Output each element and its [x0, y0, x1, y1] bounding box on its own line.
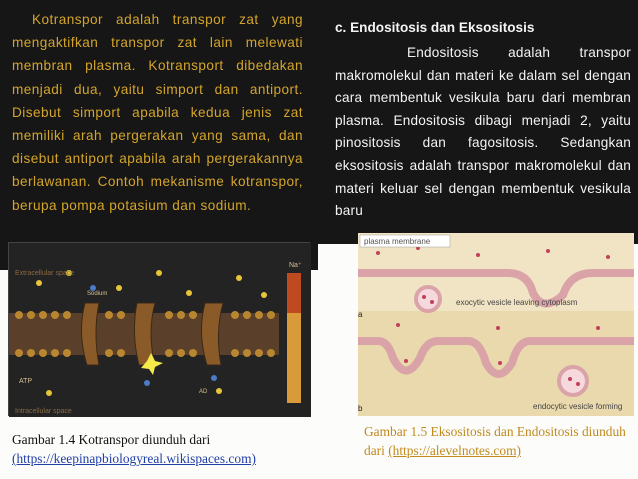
endositosis-paragraph-text: Endositosis adalah transpor makromolekul dan materi ke dalam sel dengan cara membentuk vesikula baru dari membran plasma. Endositosis dibagi menjadi 2, yaitu pinositosis dan fagositosis. Sedangkan eksositosis adalah transpor makromolekul dan materi keluar sel dengan membentuk vesikula baru — [335, 45, 631, 219]
panel-b-label: b — [358, 404, 363, 413]
intracellular-label: Intracellular space — [15, 408, 72, 415]
endocytic-vesicle — [559, 367, 587, 395]
na-label: Na⁺ — [289, 262, 302, 269]
figure-1-4-caption-text: Gambar 1.4 Kotranspor diunduh dari — [12, 432, 211, 447]
endocytosis-diagram — [358, 233, 634, 416]
figure-1-5-source-link[interactable]: (https://alevelnotes.com) — [388, 443, 521, 458]
exocytic-label: exocytic vesicle leaving cytoplasm — [456, 298, 578, 307]
figure-1-4-caption — [12, 430, 256, 468]
panel-a-label: a — [358, 310, 363, 319]
figure-1-5-caption-text: Gambar 1.5 Eksositosis dan Endositosis diunduh dari (https://alevelnotes.com) — [364, 424, 626, 458]
figure-1-5-caption — [364, 422, 626, 460]
extracellular-label: Extracellular space — [15, 270, 75, 277]
atp-label: ATP — [19, 378, 33, 385]
cotransport-figure — [8, 242, 310, 416]
exocytic-vesicle — [416, 287, 440, 311]
endositosis-paragraph — [335, 42, 631, 223]
kotranspor-paragraph-text: Kotranspor adalah transpor zat yang mengaktifkan transpor zat lain melewati membran plasma. Kotransport dibedakan menjadi dua, yaitu simport dan antiport. Disebut simport apabila kedua jenis zat memiliki arah pergerakan yang sama, dan disebut antiport apabila arah pergerakannya berlawanan. Contoh mekanisme kotranspor, berupa pompa potasium dan sodium. — [12, 12, 303, 213]
endositosis-heading: c. Endositosis dan Eksositosis — [335, 20, 535, 35]
endocytosis-figure — [358, 233, 634, 416]
cotransport-diagram — [9, 243, 311, 417]
plasma-membrane-label: plasma membrane — [364, 237, 431, 246]
sodium-label: Sodium — [87, 291, 108, 297]
figure-1-4-source-link[interactable]: (https://keepinapbiologyreal.wikispaces.com) — [12, 451, 256, 466]
endocytic-label: endocytic vesicle forming — [533, 402, 623, 411]
kotranspor-paragraph — [12, 8, 303, 217]
ad-label: AD — [199, 389, 208, 395]
